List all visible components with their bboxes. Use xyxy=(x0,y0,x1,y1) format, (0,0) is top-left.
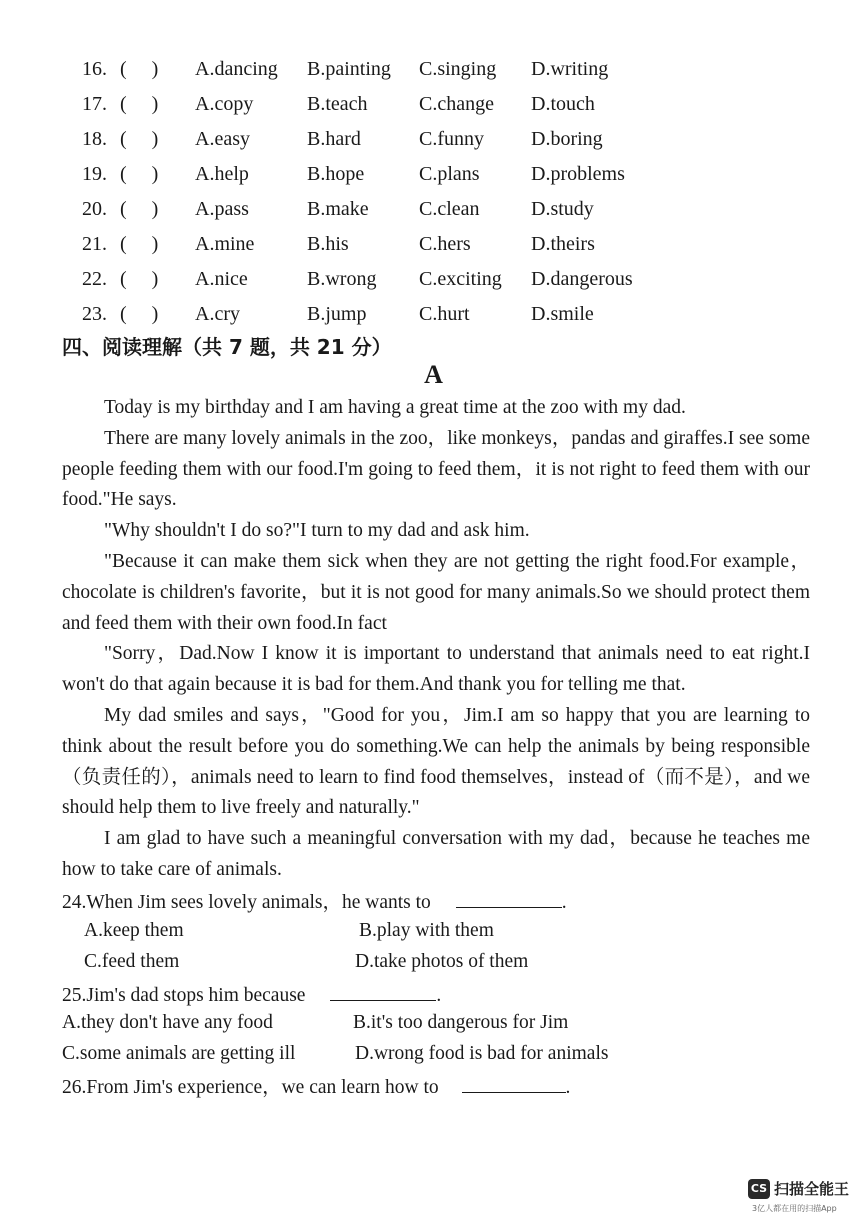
option-c: C.exciting xyxy=(419,268,502,290)
option-d: D.writing xyxy=(531,58,609,80)
question-number: 21. xyxy=(82,233,107,255)
question-number: 17. xyxy=(82,93,107,115)
passage-paragraph: I am glad to have such a meaningful conversation with my dad，because he teaches me how to take care of animals. xyxy=(62,828,810,880)
option-a: A.mine xyxy=(195,233,255,255)
option-a: A.nice xyxy=(195,268,248,290)
passage-paragraph: Today is my birthday and I am having a great time at the zoo with my dad. xyxy=(104,397,686,418)
scanner-app-name: 扫描全能王 xyxy=(774,1180,850,1198)
question-stem: 26.From Jim's experience，we can learn how to xyxy=(62,1077,439,1098)
question-number: 22. xyxy=(82,268,107,290)
question-number: 18. xyxy=(82,128,107,150)
choice-row xyxy=(0,264,867,294)
passage-paragraph: "Why shouldn't I do so?"I turn to my dad and ask him. xyxy=(104,520,530,542)
option-d: D.boring xyxy=(531,128,603,150)
option-a: A.pass xyxy=(195,198,249,220)
answer-blank[interactable]: ( ) xyxy=(120,163,159,185)
option-b: B.painting xyxy=(307,58,391,80)
question-end: . xyxy=(561,892,567,913)
camscanner-logo-icon: CS xyxy=(748,1179,770,1199)
option-c: C.change xyxy=(419,93,494,115)
answer-blank[interactable]: ( ) xyxy=(120,198,159,220)
option-a: A.cry xyxy=(195,303,240,325)
question-number: 16. xyxy=(82,58,107,80)
option-a: A.they don't have any food xyxy=(62,1012,273,1033)
scanner-watermark xyxy=(748,1178,849,1199)
option-d: D.study xyxy=(531,198,594,220)
option-c: C.some animals are getting ill xyxy=(62,1043,296,1064)
passage-paragraph: My dad smiles and says，"Good for you，Jim.I am so happy that you are learning to think about the result before you do something.We can help the animals by being responsible（负责任的），animals need to learn to find food themselves，instead of（而不是），and we should help them to live freely and naturally." xyxy=(62,704,810,819)
answer-blank[interactable]: ( ) xyxy=(120,128,159,150)
question-25 xyxy=(62,978,441,1011)
answer-blank[interactable]: ( ) xyxy=(120,303,159,325)
question-number: 23. xyxy=(82,303,107,325)
choice-row xyxy=(0,89,867,119)
choice-row xyxy=(0,229,867,259)
option-a: A.help xyxy=(195,163,249,185)
passage-paragraph: "Because it can make them sick when they are not getting the right food.For example，chocolate is children's favorite，but it is not good for many animals.So we should protect them and feed them with their own food.In fact xyxy=(62,550,810,634)
reading-passage xyxy=(62,393,810,886)
question-end: . xyxy=(565,1077,571,1098)
option-d: D.touch xyxy=(531,93,595,115)
option-a: A.keep them xyxy=(84,920,184,941)
option-b: B.jump xyxy=(307,303,367,325)
option-c: C.feed them xyxy=(84,951,180,972)
passage-paragraph: "Sorry，Dad.Now I know it is important to understand that animals need to eat right.I won't do that again because it is bad for them.And thank you for telling me that. xyxy=(62,643,810,696)
option-c: C.funny xyxy=(419,128,484,150)
answer-blank[interactable]: ( ) xyxy=(120,268,159,290)
question-number: 19. xyxy=(82,163,107,185)
option-b: B.wrong xyxy=(307,268,377,290)
choice-row xyxy=(0,159,867,189)
answer-blank[interactable]: ( ) xyxy=(120,58,159,80)
option-b: B.hard xyxy=(307,128,361,150)
passage-paragraph: There are many lovely animals in the zoo，like monkeys，pandas and giraffes.I see some people feeding them with our food.I'm going to feed them，it is not right to feed them with our food."He says. xyxy=(62,427,810,511)
choice-row xyxy=(0,124,867,154)
option-b: B.his xyxy=(307,233,349,255)
answer-line[interactable] xyxy=(456,885,562,908)
question-stem: 24.When Jim sees lovely animals，he wants to xyxy=(62,892,431,913)
question-26 xyxy=(62,1070,570,1103)
answer-blank[interactable]: ( ) xyxy=(120,233,159,255)
option-a: A.easy xyxy=(195,128,250,150)
option-d: D.take photos of them xyxy=(355,951,529,972)
option-d: D.dangerous xyxy=(531,268,633,290)
option-d: D.theirs xyxy=(531,233,595,255)
option-a: A.copy xyxy=(195,93,254,115)
option-d: D.wrong food is bad for animals xyxy=(355,1043,609,1064)
answer-blank[interactable]: ( ) xyxy=(120,93,159,115)
option-b: B.it's too dangerous for Jim xyxy=(353,1012,569,1033)
question-stem: 25.Jim's dad stops him because xyxy=(62,985,306,1006)
option-d: D.smile xyxy=(531,303,594,325)
option-b: B.teach xyxy=(307,93,368,115)
option-b: B.make xyxy=(307,198,369,220)
answer-line[interactable] xyxy=(462,1070,566,1093)
option-c: C.hurt xyxy=(419,303,470,325)
option-b: B.play with them xyxy=(359,920,494,941)
option-c: C.plans xyxy=(419,163,480,185)
choice-row xyxy=(0,54,867,84)
option-c: C.singing xyxy=(419,58,497,80)
option-c: C.clean xyxy=(419,198,480,220)
question-number: 20. xyxy=(82,198,107,220)
option-d: D.problems xyxy=(531,163,625,185)
choice-row xyxy=(0,299,867,329)
question-24 xyxy=(62,885,567,918)
choice-row xyxy=(0,194,867,224)
option-b: B.hope xyxy=(307,163,365,185)
option-a: A.dancing xyxy=(195,58,278,80)
answer-line[interactable] xyxy=(330,978,436,1001)
passage-title: A xyxy=(424,360,443,389)
scanner-tagline: 3亿人都在用的扫描App xyxy=(752,1204,837,1213)
section-title: 四、阅读理解（共 7 题，共 21 分） xyxy=(62,335,392,359)
option-c: C.hers xyxy=(419,233,471,255)
question-end: . xyxy=(436,985,442,1006)
